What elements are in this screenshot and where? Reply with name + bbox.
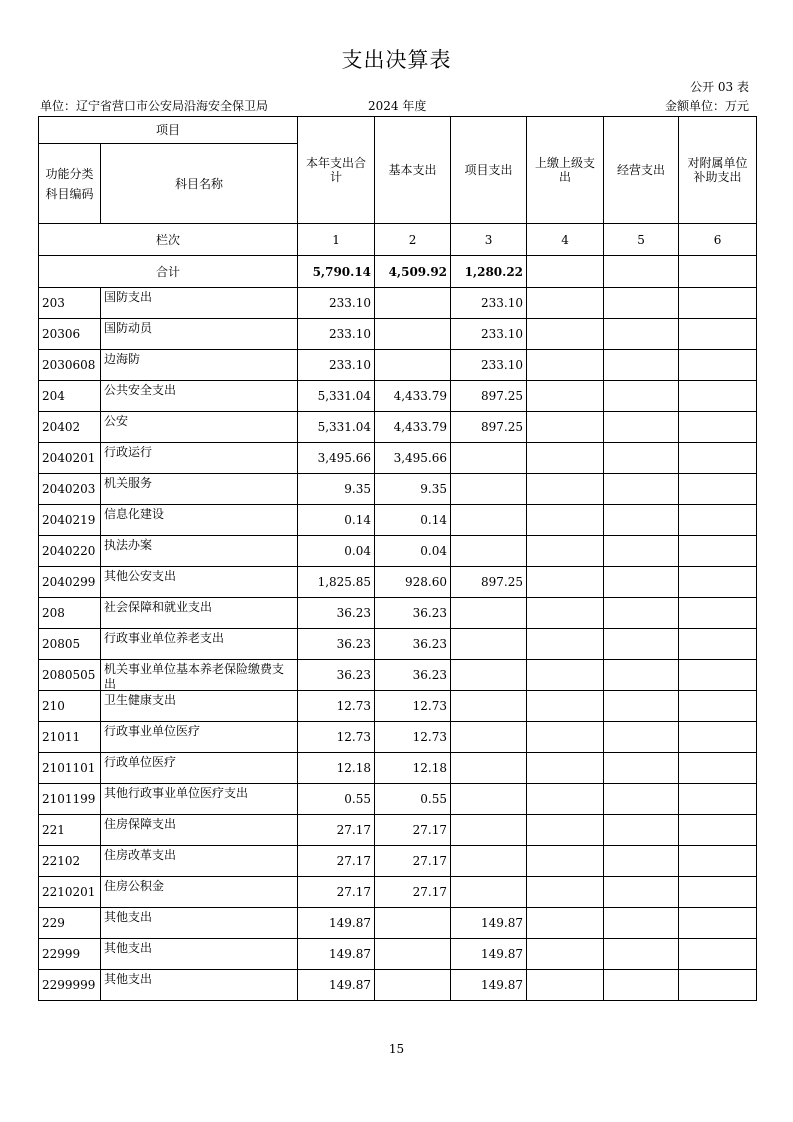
total-col3: 1,280.22 (451, 256, 527, 288)
row-col4 (527, 939, 604, 970)
row-col5 (604, 505, 679, 536)
row-col6 (679, 381, 757, 412)
row-col2: 27.17 (375, 877, 451, 908)
table-row (39, 908, 757, 939)
row-col6 (679, 753, 757, 784)
row-col6 (679, 970, 757, 1001)
row-name-text: 其他公安支出 (104, 569, 177, 583)
row-col2: 4,433.79 (375, 381, 451, 412)
row-col5 (604, 474, 679, 505)
table-row (39, 412, 757, 443)
row-code: 2040220 (39, 536, 101, 567)
row-name (101, 412, 298, 443)
row-col6 (679, 629, 757, 660)
header-num2: 2 (375, 224, 451, 256)
row-col5 (604, 784, 679, 815)
row-col6 (679, 846, 757, 877)
row-name-text: 住房改革支出 (104, 848, 177, 862)
table-row (39, 443, 757, 474)
row-col1: 9.35 (298, 474, 375, 505)
row-col4 (527, 505, 604, 536)
row-code: 2101101 (39, 753, 101, 784)
row-col1: 0.14 (298, 505, 375, 536)
table-row (39, 536, 757, 567)
row-col4 (527, 319, 604, 350)
row-col5 (604, 939, 679, 970)
row-col6 (679, 598, 757, 629)
header-row-label: 栏次 (39, 224, 298, 256)
row-col5 (604, 319, 679, 350)
row-col4 (527, 877, 604, 908)
row-col4 (527, 908, 604, 939)
row-col4 (527, 598, 604, 629)
row-code: 2040201 (39, 443, 101, 474)
row-col6 (679, 939, 757, 970)
row-name-text: 行政运行 (104, 445, 153, 459)
row-col1: 27.17 (298, 877, 375, 908)
page-number: 15 (388, 1042, 405, 1056)
row-code: 210 (39, 691, 101, 722)
row-col5 (604, 660, 679, 691)
row-col2: 12.18 (375, 753, 451, 784)
row-col3 (451, 753, 527, 784)
header-code: 功能分类科目编码 (39, 144, 101, 224)
row-col3 (451, 691, 527, 722)
row-col6 (679, 443, 757, 474)
row-code: 22102 (39, 846, 101, 877)
row-name-text: 执法办案 (104, 538, 153, 552)
row-col2: 0.55 (375, 784, 451, 815)
row-name (101, 970, 298, 1001)
table-row (39, 660, 757, 691)
row-col2: 4,433.79 (375, 412, 451, 443)
row-name-text: 机关服务 (104, 476, 153, 490)
row-name (101, 722, 298, 753)
row-code: 2210201 (39, 877, 101, 908)
row-col1: 27.17 (298, 846, 375, 877)
row-col2: 12.73 (375, 722, 451, 753)
row-col2 (375, 908, 451, 939)
row-col1: 36.23 (298, 598, 375, 629)
row-col1: 3,495.66 (298, 443, 375, 474)
row-col6 (679, 319, 757, 350)
row-col1: 12.73 (298, 722, 375, 753)
table-row (39, 474, 757, 505)
row-col5 (604, 691, 679, 722)
row-col5 (604, 412, 679, 443)
row-col3 (451, 536, 527, 567)
row-col1: 36.23 (298, 660, 375, 691)
row-col3 (451, 877, 527, 908)
row-code: 20402 (39, 412, 101, 443)
row-name (101, 474, 298, 505)
row-col6 (679, 815, 757, 846)
row-col5 (604, 567, 679, 598)
row-col2: 9.35 (375, 474, 451, 505)
row-name (101, 753, 298, 784)
row-col6 (679, 660, 757, 691)
row-col1: 233.10 (298, 288, 375, 319)
row-name (101, 319, 298, 350)
table-row (39, 722, 757, 753)
row-col4 (527, 350, 604, 381)
row-col1: 5,331.04 (298, 381, 375, 412)
row-col4 (527, 288, 604, 319)
table-row (39, 629, 757, 660)
row-name-text: 其他支出 (104, 910, 153, 924)
row-name (101, 939, 298, 970)
row-col4 (527, 815, 604, 846)
row-col2: 0.14 (375, 505, 451, 536)
row-col2: 27.17 (375, 815, 451, 846)
fiscal-year: 2024 年度 (368, 99, 427, 113)
row-col5 (604, 908, 679, 939)
table-row (39, 939, 757, 970)
header-col6: 对附属单位补助支出 (679, 117, 757, 224)
row-col4 (527, 536, 604, 567)
row-code: 2080505 (39, 660, 101, 691)
table-row (39, 691, 757, 722)
row-code: 2040203 (39, 474, 101, 505)
row-code: 2040299 (39, 567, 101, 598)
row-code: 2040219 (39, 505, 101, 536)
row-code: 2101199 (39, 784, 101, 815)
table-row (39, 288, 757, 319)
row-col2 (375, 970, 451, 1001)
row-name (101, 629, 298, 660)
row-col5 (604, 970, 679, 1001)
row-col3 (451, 784, 527, 815)
row-col3: 897.25 (451, 381, 527, 412)
row-col3 (451, 815, 527, 846)
row-col1: 27.17 (298, 815, 375, 846)
row-col6 (679, 567, 757, 598)
row-col5 (604, 381, 679, 412)
table-row (39, 784, 757, 815)
row-col5 (604, 722, 679, 753)
total-col5 (604, 256, 679, 288)
row-name (101, 877, 298, 908)
row-name (101, 567, 298, 598)
row-col6 (679, 536, 757, 567)
header-col1: 本年支出合计 (298, 117, 375, 224)
row-col1: 12.18 (298, 753, 375, 784)
row-col1: 1,825.85 (298, 567, 375, 598)
row-code: 229 (39, 908, 101, 939)
row-col1: 233.10 (298, 319, 375, 350)
row-col4 (527, 412, 604, 443)
row-col5 (604, 443, 679, 474)
row-name-text: 卫生健康支出 (104, 693, 177, 707)
expenditure-table (38, 116, 757, 1001)
row-col4 (527, 474, 604, 505)
row-col1: 149.87 (298, 939, 375, 970)
row-col4 (527, 970, 604, 1001)
table-row (39, 598, 757, 629)
table-row (39, 815, 757, 846)
row-col3: 897.25 (451, 567, 527, 598)
header-num6: 6 (679, 224, 757, 256)
row-col2 (375, 350, 451, 381)
row-col3 (451, 474, 527, 505)
meta-line (40, 97, 749, 113)
row-col3 (451, 722, 527, 753)
row-col6 (679, 722, 757, 753)
row-col4 (527, 722, 604, 753)
row-name (101, 288, 298, 319)
row-col5 (604, 288, 679, 319)
row-name (101, 846, 298, 877)
table-row (39, 350, 757, 381)
row-col6 (679, 784, 757, 815)
row-col3 (451, 598, 527, 629)
total-col4 (527, 256, 604, 288)
row-col6 (679, 877, 757, 908)
row-col6 (679, 350, 757, 381)
row-code: 204 (39, 381, 101, 412)
row-name (101, 505, 298, 536)
row-col2: 0.04 (375, 536, 451, 567)
form-number: 公开 03 表 (690, 80, 749, 94)
row-col2: 27.17 (375, 846, 451, 877)
row-col5 (604, 815, 679, 846)
row-col1: 36.23 (298, 629, 375, 660)
table-row (39, 877, 757, 908)
row-name-text: 边海防 (104, 352, 141, 366)
total-col1: 5,790.14 (298, 256, 375, 288)
table-row (39, 846, 757, 877)
row-code: 21011 (39, 722, 101, 753)
row-col2: 12.73 (375, 691, 451, 722)
row-col5 (604, 629, 679, 660)
row-name (101, 381, 298, 412)
row-col1: 0.04 (298, 536, 375, 567)
row-col3: 233.10 (451, 350, 527, 381)
row-col2 (375, 939, 451, 970)
row-name-text: 行政单位医疗 (104, 755, 177, 769)
row-col1: 149.87 (298, 970, 375, 1001)
header-col5: 经营支出 (604, 117, 679, 224)
row-col6 (679, 691, 757, 722)
row-name (101, 443, 298, 474)
row-code: 20306 (39, 319, 101, 350)
row-name (101, 598, 298, 629)
row-col6 (679, 505, 757, 536)
row-col3 (451, 846, 527, 877)
header-num3: 3 (451, 224, 527, 256)
row-name (101, 660, 298, 691)
row-col1: 233.10 (298, 350, 375, 381)
row-col2: 36.23 (375, 629, 451, 660)
row-col2: 928.60 (375, 567, 451, 598)
row-col5 (604, 350, 679, 381)
header-item: 项目 (39, 117, 298, 144)
table-row (39, 319, 757, 350)
row-col1: 149.87 (298, 908, 375, 939)
row-col4 (527, 691, 604, 722)
table-row (39, 567, 757, 598)
header-num5: 5 (604, 224, 679, 256)
row-col1: 12.73 (298, 691, 375, 722)
row-col6 (679, 288, 757, 319)
row-col5 (604, 846, 679, 877)
row-col2: 3,495.66 (375, 443, 451, 474)
row-name (101, 908, 298, 939)
row-name-text: 行政事业单位医疗 (104, 724, 201, 738)
row-code: 208 (39, 598, 101, 629)
row-col4 (527, 381, 604, 412)
row-col3: 149.87 (451, 970, 527, 1001)
row-col6 (679, 412, 757, 443)
row-col2: 36.23 (375, 660, 451, 691)
row-col3 (451, 443, 527, 474)
header-col2: 基本支出 (375, 117, 451, 224)
header-name: 科目名称 (101, 144, 298, 224)
row-name-text: 行政事业单位养老支出 (104, 631, 225, 645)
total-col2: 4,509.92 (375, 256, 451, 288)
row-code: 2030608 (39, 350, 101, 381)
row-col6 (679, 474, 757, 505)
row-name-text: 国防支出 (104, 290, 153, 304)
row-col5 (604, 753, 679, 784)
row-col3: 897.25 (451, 412, 527, 443)
row-col2 (375, 319, 451, 350)
row-name (101, 350, 298, 381)
row-col1: 5,331.04 (298, 412, 375, 443)
money-unit: 金额单位：万元 (664, 99, 749, 113)
row-col5 (604, 536, 679, 567)
row-code: 2299999 (39, 970, 101, 1001)
row-name-text: 其他行政事业单位医疗支出 (104, 786, 249, 800)
row-code: 20805 (39, 629, 101, 660)
header-col4: 上缴上级支出 (527, 117, 604, 224)
row-col4 (527, 660, 604, 691)
row-name-text: 其他支出 (104, 941, 153, 955)
row-col3: 149.87 (451, 939, 527, 970)
row-code: 22999 (39, 939, 101, 970)
row-col3 (451, 660, 527, 691)
table-row (39, 970, 757, 1001)
row-col3: 233.10 (451, 288, 527, 319)
row-col4 (527, 753, 604, 784)
row-col2 (375, 288, 451, 319)
row-col3 (451, 505, 527, 536)
row-name-text: 国防动员 (104, 321, 153, 335)
row-name-text: 公共安全支出 (104, 383, 177, 397)
row-name-text: 信息化建设 (104, 507, 165, 521)
row-name (101, 536, 298, 567)
row-col4 (527, 443, 604, 474)
row-name-text: 公安 (104, 414, 129, 428)
reporting-unit: 单位：辽宁省营口市公安局沿海安全保卫局 (40, 99, 269, 113)
row-name-text: 机关事业单位基本养老保险缴费支出 (104, 662, 285, 690)
row-name-text: 其他支出 (104, 972, 153, 986)
row-col3: 149.87 (451, 908, 527, 939)
row-col3 (451, 629, 527, 660)
row-col6 (679, 908, 757, 939)
header-num4: 4 (527, 224, 604, 256)
row-name (101, 691, 298, 722)
row-name-text: 住房保障支出 (104, 817, 177, 831)
row-col5 (604, 598, 679, 629)
total-col6 (679, 256, 757, 288)
row-col4 (527, 846, 604, 877)
header-col3: 项目支出 (451, 117, 527, 224)
row-code: 203 (39, 288, 101, 319)
row-col4 (527, 629, 604, 660)
row-name-text: 住房公积金 (104, 879, 165, 893)
row-col4 (527, 784, 604, 815)
row-col4 (527, 567, 604, 598)
table-row (39, 505, 757, 536)
table-row (39, 381, 757, 412)
total-row (39, 256, 757, 288)
header-num1: 1 (298, 224, 375, 256)
row-name (101, 815, 298, 846)
row-col5 (604, 877, 679, 908)
row-name-text: 社会保障和就业支出 (104, 600, 213, 614)
page-title: 支出决算表 (341, 48, 452, 72)
row-col1: 0.55 (298, 784, 375, 815)
row-col2: 36.23 (375, 598, 451, 629)
row-name (101, 784, 298, 815)
total-label: 合计 (39, 256, 298, 288)
table-row (39, 753, 757, 784)
row-code: 221 (39, 815, 101, 846)
row-col3: 233.10 (451, 319, 527, 350)
